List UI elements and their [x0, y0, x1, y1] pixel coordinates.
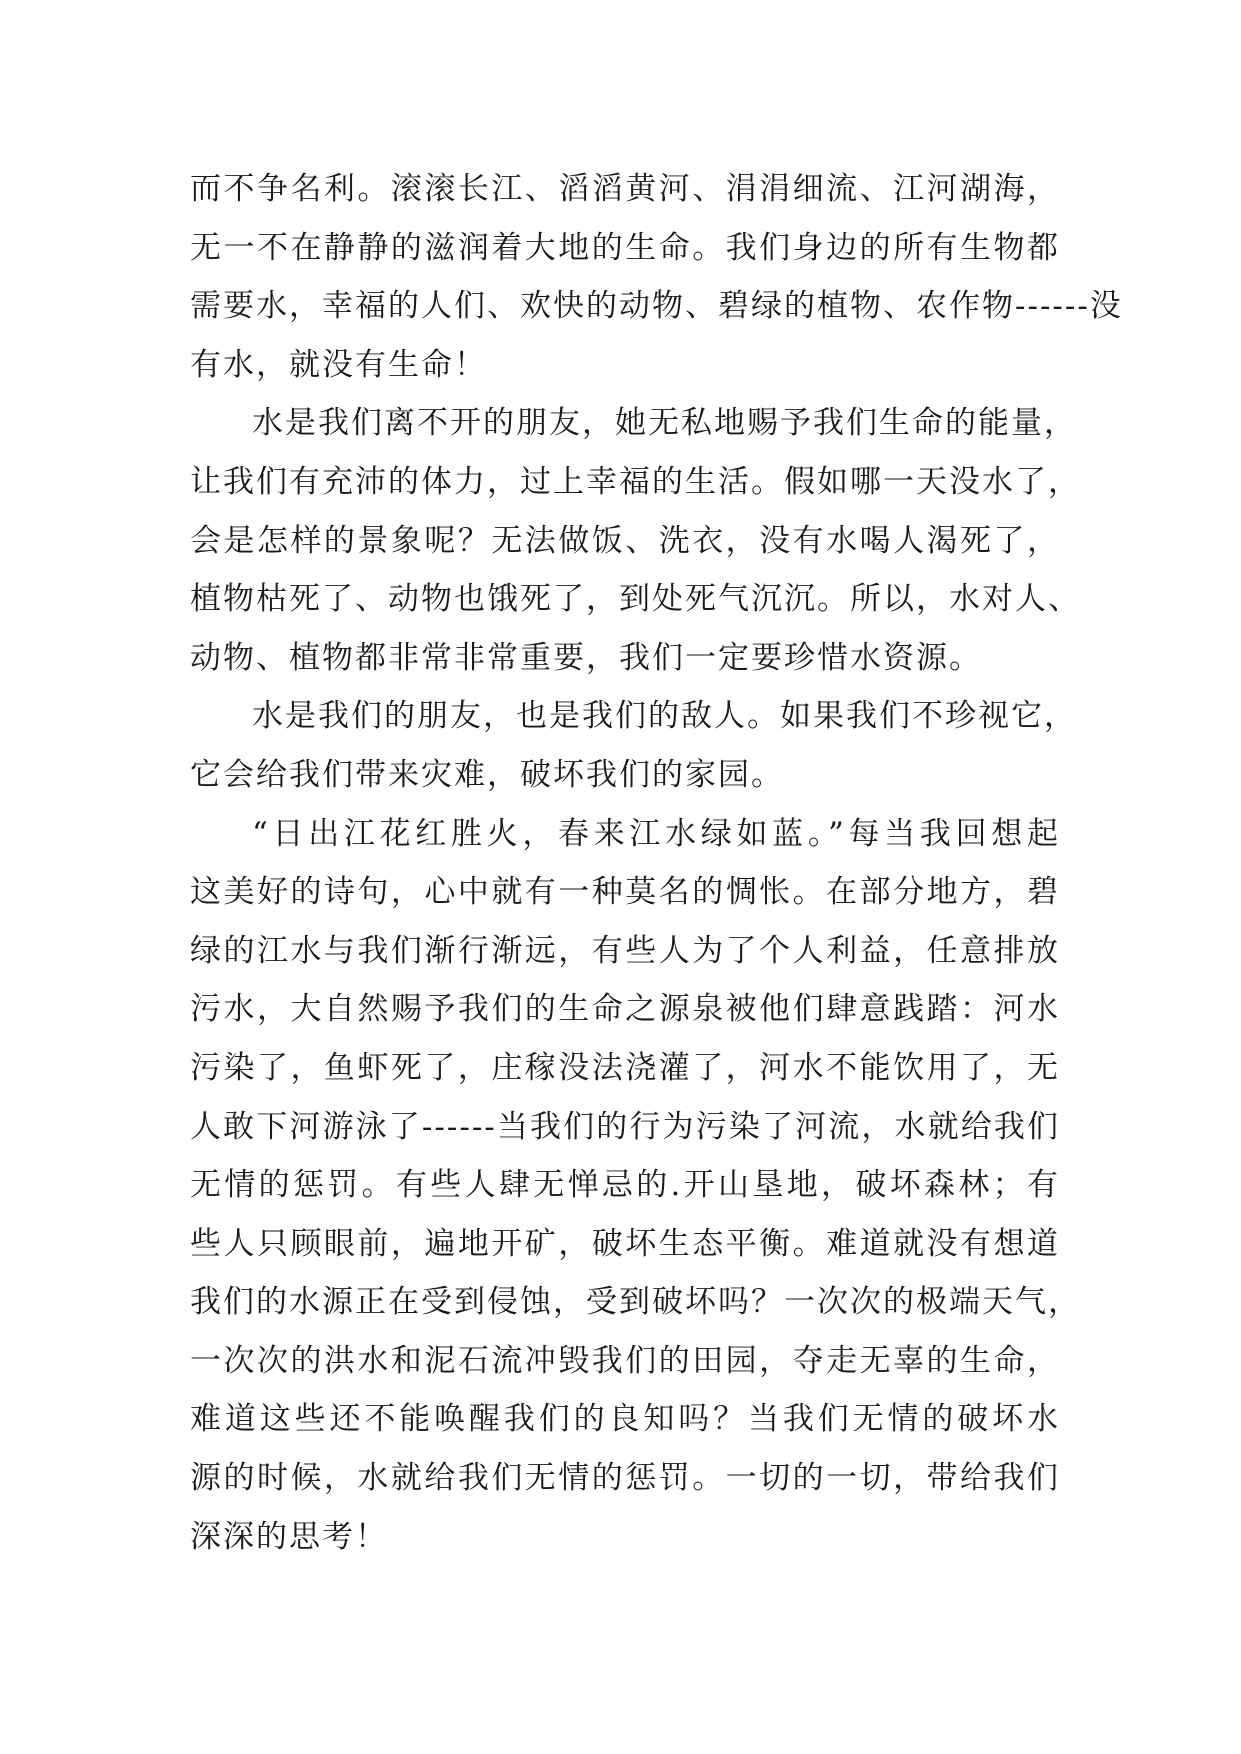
- text-line: 水是我们的朋友，也是我们的敌人。如果我们不珍视它，: [252, 698, 1077, 735]
- text-line: 有水，就没有生命！: [190, 346, 487, 383]
- text-line: 这美好的诗句，心中就有一种莫名的惆怅。在部分地方，碧: [190, 874, 1060, 911]
- text-line: 它会给我们带来灾难，破坏我们的家园。: [190, 756, 784, 793]
- text-line: 动物、植物都非常非常重要，我们一定要珍惜水资源。: [190, 639, 982, 676]
- document-body: [190, 160, 1123, 1566]
- text-line: 些人只顾眼前，遍地开矿，破坏生态平衡。难道就没有想道: [190, 1225, 1060, 1262]
- paragraph: [190, 805, 1081, 1567]
- text-line: 我们的水源正在受到侵蚀，受到破坏吗？一次次的极端天气，: [190, 1284, 1081, 1321]
- paragraph: [190, 687, 1077, 804]
- text-line: 而不争名利。滚滚长江、滔滔黄河、涓涓细流、江河湖海，: [190, 171, 1060, 207]
- text-line: 水是我们离不开的朋友，她无私地赐予我们生命的能量，: [252, 405, 1077, 442]
- paragraph: [190, 394, 1081, 687]
- text-line: 污染了，鱼虾死了，庄稼没法浇灌了，河水不能饮用了，无: [190, 1049, 1060, 1086]
- text-line: 会是怎样的景象呢？无法做饭、洗衣，没有水喝人渴死了，: [190, 522, 1060, 559]
- text-line: 需要水，幸福的人们、欢快的动物、碧绿的植物、农作物------没: [190, 288, 1123, 325]
- text-line: “日出江花红胜火，春来江水绿如蓝。”每当我回想起: [252, 815, 1060, 852]
- text-line: 让我们有充沛的体力，过上幸福的生活。假如哪一天没水了，: [190, 463, 1081, 500]
- text-line: 人敢下河游泳了------当我们的行为污染了河流，水就给我们: [190, 1108, 1060, 1145]
- text-line: 难道这些还不能唤醒我们的良知吗？当我们无情的破坏水: [190, 1401, 1060, 1438]
- text-line: 一次次的洪水和泥石流冲毁我们的田园，夺走无辜的生命，: [190, 1342, 1060, 1379]
- text-line: 无一不在静静的滋润着大地的生命。我们身边的所有生物都: [190, 229, 1060, 266]
- text-line: 无情的惩罚。有些人肆无惮忌的.开山垦地，破坏森林；有: [190, 1167, 1060, 1204]
- text-line: 深深的思考！: [190, 1518, 388, 1555]
- text-line: 绿的江水与我们渐行渐远，有些人为了个人利益，任意排放: [190, 932, 1060, 969]
- paragraph: [190, 160, 1123, 394]
- text-line: 源的时候，水就给我们无情的惩罚。一切的一切，带给我们: [190, 1460, 1060, 1497]
- text-line: 污水，大自然赐予我们的生命之源泉被他们肆意践踏：河水: [190, 991, 1060, 1028]
- text-line: 植物枯死了、动物也饿死了，到处死气沉沉。所以，水对人、: [190, 581, 1081, 618]
